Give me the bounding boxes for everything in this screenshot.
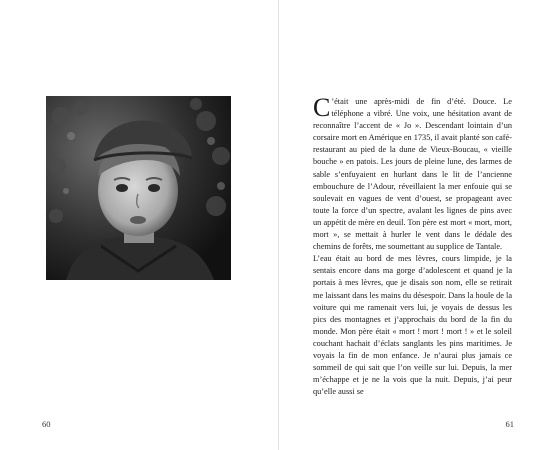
paragraph-2: L’eau était au bord de mes lèvres, cours limpide, je la sentais encore dans ma gorge d’adolescent et quand je la portais à mes lèvres, que je disais son nom, elle se retirait me laissant dans les mains du désespoir. Dans la houle de la voiture qui me ramenait vers lui, je voyais de dessus les pics des montagnes et j’approchais du bord de la fin du monde. Mon père était « mort ! mort ! mort ! » et le soleil couchant hachait d’éclats sanglants les pins maritimes. Je voyais la fin de mon enfance. Je n’aurai plus jamais ce sommeil de qui sait que l’on veille sur lui. Depuis, la mer m’échappe et je ne la vois que la nuit. Depuis, j’ai peur qu’elle aussi se	[313, 254, 512, 397]
paragraph-1	[313, 93, 512, 253]
left-page	[0, 0, 278, 450]
portrait-photo-icon	[46, 96, 231, 280]
page-number-left: 60	[42, 419, 51, 429]
paragraph-1-text: ’était une après-midi de fin d’été. Douce. Le téléphone a vibré. Une voix, une hésitation avant de reconnaître l’accent de « Jo ». Descendant lointain d’un corsaire mort en Amérique en 1735, il avait planté son café-restaurant au pied de la dune de Vieux-Boucau, « vieille bouche » en patois. Les jours de pleine lune, des larmes de sable s’enfuyaient en hurlant dans le lit de l’ancienne embouchure de l’Adour, réveillaient la mer enfouie qui se soulevait en vagues de vent d’ouest, se propageant avec toute la force d’un spectre, avalant les lignes de pins avec un appétit de mère en deuil. Ton père est mort « mort, mort, mort », se mettait à hurler le vent dans le dédale des chemins de forêts, me soumettant au supplice de Tantale.	[313, 97, 512, 252]
drop-cap: C	[313, 93, 331, 122]
portrait-photo	[46, 96, 231, 280]
page-number-right: 61	[505, 419, 514, 429]
body-text	[313, 93, 512, 398]
